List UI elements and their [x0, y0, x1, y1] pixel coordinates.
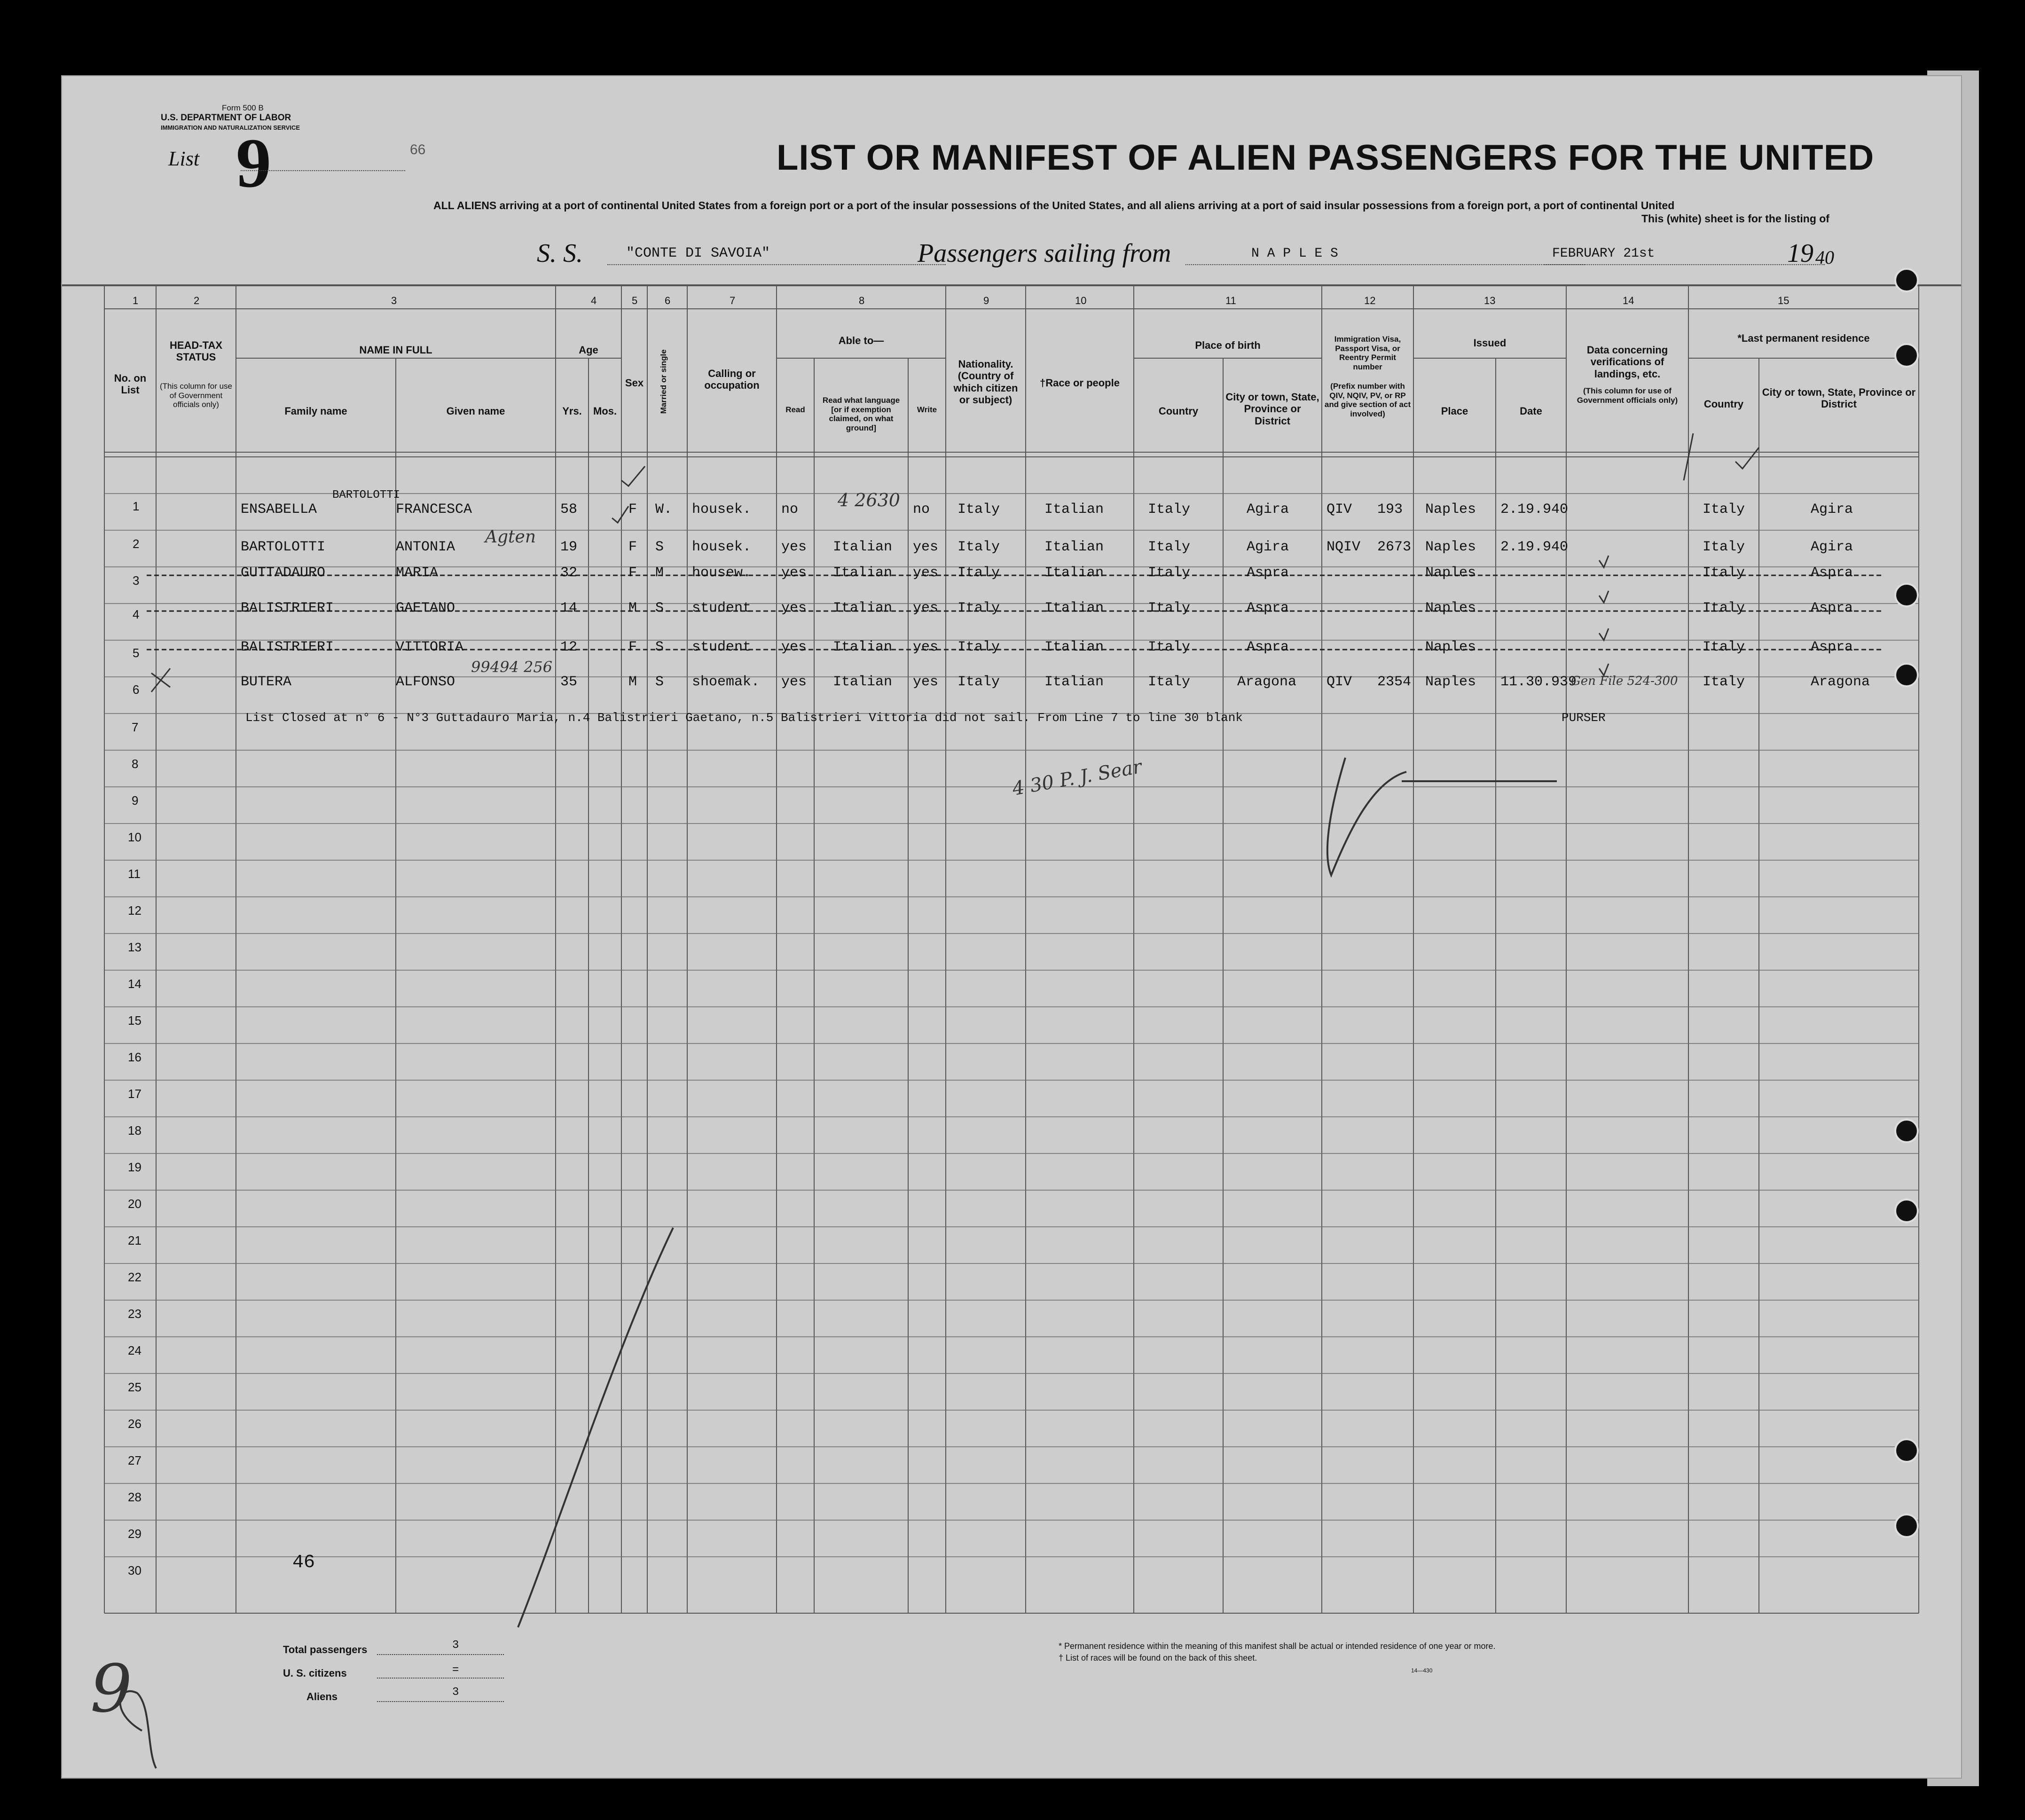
row-nationality: Italy — [958, 565, 1000, 581]
row-age-years: 35 — [560, 674, 578, 690]
row-birth-country: Italy — [1148, 539, 1191, 555]
row-issued-date: 2.19.940 — [1500, 539, 1569, 555]
header-race: †Race or people — [1040, 377, 1120, 389]
aliens-label: Aliens — [306, 1691, 338, 1702]
row-nationality: Italy — [958, 502, 1000, 518]
col-number-4: 4 — [591, 295, 597, 306]
sailing-label: Passengers sailing from — [918, 239, 1171, 268]
row-write: yes — [913, 539, 939, 555]
header-sex: Sex — [625, 377, 644, 389]
list-number: 9 — [236, 124, 271, 202]
row-nationality: Italy — [958, 639, 1000, 655]
header-write: Write — [917, 405, 937, 414]
row-birth-city: Aspra — [1247, 600, 1289, 616]
line-number: 12 — [128, 903, 141, 918]
year-suffix: 40 — [1815, 247, 1834, 268]
year-prefix: 19 — [1787, 239, 1813, 268]
row-residence-country: Italy — [1703, 600, 1745, 616]
row-birth-city: Aragona — [1237, 674, 1297, 690]
header-yrs: Yrs. — [562, 405, 582, 417]
row-marital: S — [655, 600, 664, 616]
header-verifications: Data concerning verifications of landings, etc. — [1586, 344, 1668, 380]
row-write: yes — [913, 565, 939, 581]
header-mos: Mos. — [593, 405, 617, 417]
header-visa-note: (Prefix number with QIV, NQIV, PV, or RP and give section of act involved) — [1324, 382, 1411, 418]
line-number: 9 — [132, 793, 139, 808]
us-citizens-value: = — [452, 1664, 459, 1677]
aliens-line — [377, 1691, 504, 1702]
row-read-language: Italian — [833, 639, 893, 655]
row-age-years: 19 — [560, 539, 578, 555]
subtitle-line-2: This (white) sheet is for the listing of — [1641, 212, 1829, 225]
row-residence-city: Aspra — [1811, 565, 1853, 581]
purser-label: PURSER — [1562, 711, 1606, 725]
row-nationality: Italy — [958, 600, 1000, 616]
row-read-language: Italian — [833, 565, 893, 581]
col-number-12: 12 — [1364, 295, 1376, 306]
row-visa: NQIV 2673 — [1326, 539, 1412, 555]
row-no: 5 — [133, 646, 140, 660]
line-number: 30 — [128, 1563, 141, 1577]
col-number-14: 14 — [1623, 295, 1634, 306]
row-residence-country: Italy — [1703, 539, 1745, 555]
row-nationality: Italy — [958, 674, 1000, 690]
row-issued-place: Naples — [1425, 565, 1476, 581]
row-nationality: Italy — [958, 539, 1000, 555]
col-number-2: 2 — [194, 295, 200, 306]
form-number: Form 500 B — [222, 103, 264, 112]
row-race: Italian — [1044, 539, 1104, 555]
row-race: Italian — [1044, 502, 1104, 518]
line-number: 14 — [128, 977, 141, 991]
row-given-name: ANTONIA — [396, 539, 455, 555]
col-number-15: 15 — [1778, 295, 1790, 306]
header-issued-date: Date — [1520, 405, 1542, 417]
line-number: 27 — [128, 1453, 141, 1467]
row-occupation: housew. — [692, 565, 752, 581]
header-given-name: Given name — [446, 405, 505, 417]
binder-hole — [1894, 1438, 1919, 1463]
handwritten-mark: 9 — [90, 1651, 133, 1727]
binder-hole — [1894, 583, 1919, 607]
line-number: 28 — [128, 1490, 141, 1504]
row-residence-city: Agira — [1811, 502, 1853, 518]
row-read-language: Italian — [833, 539, 893, 555]
header-issued-place: Place — [1441, 405, 1468, 417]
line-number: 20 — [128, 1197, 141, 1211]
row-sex: F — [628, 502, 637, 518]
header-birth-city: City or town, State, Province or District — [1225, 391, 1319, 427]
col-number-13: 13 — [1484, 295, 1496, 306]
col-number-7: 7 — [730, 295, 736, 306]
header-married: Married or single — [659, 349, 668, 414]
header-place-of-birth: Place of birth — [1195, 339, 1261, 351]
row-handwritten-language-note: 4 2630 — [838, 490, 900, 510]
row-residence-city: Agira — [1811, 539, 1853, 555]
col-number-11: 11 — [1225, 295, 1236, 306]
line-number: 16 — [128, 1050, 141, 1064]
row-marital: S — [655, 539, 664, 555]
pencil-strokes — [120, 758, 1557, 1768]
col-number-3: 3 — [391, 295, 397, 306]
line-number: 7 — [132, 720, 139, 734]
row-given-name: FRANCESCA — [396, 502, 472, 518]
row-read: yes — [781, 674, 807, 690]
line-number: 18 — [128, 1123, 141, 1138]
line-number: 17 — [128, 1087, 141, 1101]
us-citizens-line — [377, 1667, 504, 1679]
line-number: 19 — [128, 1160, 141, 1174]
manifest-grid — [62, 76, 1961, 1778]
row-given-name: VITTORIA — [396, 639, 464, 655]
header-residence-country: Country — [1703, 398, 1744, 410]
line-number: 22 — [128, 1270, 141, 1284]
line-number: 8 — [132, 757, 139, 771]
binder-hole — [1894, 1199, 1919, 1223]
row-read: yes — [781, 600, 807, 616]
row-birth-city: Aspra — [1247, 565, 1289, 581]
header-birth-country: Country — [1158, 405, 1199, 417]
line-number: 25 — [128, 1380, 141, 1394]
row-above-note: BARTOLOTTI — [332, 489, 400, 502]
aliens-value: 3 — [452, 1686, 459, 1699]
row-read: no — [781, 502, 799, 518]
list-label: List — [168, 147, 200, 170]
header-residence-city: City or town, State, Province or District — [1762, 386, 1916, 410]
row-birth-city: Agira — [1247, 502, 1289, 518]
row-no: 4 — [133, 607, 140, 621]
row-issued-place: Naples — [1425, 639, 1476, 655]
header-able-to: Able to— — [838, 335, 884, 346]
total-passengers-value: 3 — [452, 1639, 459, 1652]
row-sex: F — [628, 565, 637, 581]
header-no-on-list: No. on List — [114, 372, 147, 396]
header-calling: Calling or occupation — [704, 368, 760, 392]
row-issued-place: Naples — [1425, 502, 1476, 518]
row-marital: S — [655, 639, 664, 655]
col-number-9: 9 — [983, 295, 989, 306]
row-issued-place: Naples — [1425, 600, 1476, 616]
col-number-1: 1 — [133, 295, 139, 306]
row-birth-city: Agira — [1247, 539, 1289, 555]
binder-hole — [1894, 1119, 1919, 1143]
subtitle-line-1: ALL ALIENS arriving at a port of continental United States from a foreign port or a port of the insular possessions of the United States, and all aliens arriving at a port of said insular possessions from a foreign port, a port of continental United — [433, 199, 1675, 212]
row-issued-date: 11.30.939 — [1500, 674, 1577, 690]
row-family-name: GUTTADAURO — [241, 565, 326, 581]
row-sex: F — [628, 539, 637, 555]
row-handwritten-name-note: Agten — [485, 527, 536, 547]
row-residence-city: Aspra — [1811, 639, 1853, 655]
row-race: Italian — [1044, 565, 1104, 581]
row-birth-country: Italy — [1148, 674, 1191, 690]
row-read: yes — [781, 565, 807, 581]
row-birth-country: Italy — [1148, 600, 1191, 616]
row-read-language: Italian — [833, 674, 893, 690]
manifest-page — [61, 75, 1962, 1779]
row-given-name: ALFONSO — [396, 674, 455, 690]
row-age-years: 58 — [560, 502, 578, 518]
row-birth-country: Italy — [1148, 639, 1191, 655]
header-read-language: Read what language [or if exemption claimed, on what ground] — [822, 396, 900, 432]
col-number-10: 10 — [1075, 295, 1087, 306]
row-race: Italian — [1044, 639, 1104, 655]
row-no: 3 — [133, 573, 140, 588]
header-verifications-note: (This column for use of Government officials only) — [1577, 386, 1678, 405]
ss-label: S. S. — [537, 239, 583, 268]
page-title: LIST OR MANIFEST OF ALIEN PASSENGERS FOR THE UNITED — [777, 138, 1875, 178]
row-write: no — [913, 502, 930, 518]
ship-name: "CONTE DI SAVOIA" — [626, 245, 770, 261]
header-issued: Issued — [1473, 337, 1507, 349]
row-visa: QIV 2354 — [1326, 674, 1412, 690]
row-marital: M — [655, 565, 664, 581]
col-number-6: 6 — [665, 295, 671, 306]
header-visa: Immigration Visa, Passport Visa, or Reentry Permit number — [1334, 335, 1401, 371]
row-residence-country: Italy — [1703, 502, 1745, 518]
col-number-8: 8 — [859, 295, 865, 306]
list-closed-note: List Closed at n° 6 - N°3 Guttadauro Maria, n.4 Balistrieri Gaetano, n.5 Balistrieri Vittoria did not sail. From Line 7 to line 30 blank — [245, 711, 1243, 725]
row-age-years: 12 — [560, 639, 578, 655]
line-number: 21 — [128, 1233, 141, 1247]
row-sex: M — [628, 600, 637, 616]
row-sex: M — [628, 674, 637, 690]
row-read: yes — [781, 639, 807, 655]
line-number: 10 — [128, 830, 141, 844]
row-birth-country: Italy — [1148, 565, 1191, 581]
header-head-tax: HEAD-TAX STATUS — [169, 339, 223, 363]
binder-hole — [1894, 343, 1919, 368]
row-sex: F — [628, 639, 637, 655]
row-handwritten-name-note: 99494 256 — [471, 658, 553, 676]
row-family-name: BALISTRIERI — [241, 639, 334, 655]
row-occupation: shoemak. — [692, 674, 760, 690]
row-family-name: ENSABELLA — [241, 502, 317, 518]
row-residence-city: Aspra — [1811, 600, 1853, 616]
footnote-residence: * Permanent residence within the meaning of this manifest shall be actual or intended residence of one year or more. — [1059, 1641, 1496, 1651]
total-passengers-label: Total passengers — [283, 1644, 368, 1655]
row-write: yes — [913, 639, 939, 655]
row-issued-place: Naples — [1425, 674, 1476, 690]
row-no: 1 — [133, 499, 140, 513]
binder-hole — [1894, 663, 1919, 687]
header-head-tax-note: (This column for use of Government officials only) — [160, 382, 232, 409]
binder-hole — [1894, 268, 1919, 292]
line-number: 29 — [128, 1527, 141, 1541]
row-residence-country: Italy — [1703, 639, 1745, 655]
row-visa: QIV 193 — [1326, 502, 1403, 518]
header-age: Age — [579, 344, 598, 356]
row-residence-country: Italy — [1703, 565, 1745, 581]
line-number: 13 — [128, 940, 141, 954]
row-read-language: Italian — [833, 600, 893, 616]
row-given-name: MARIA — [396, 565, 439, 581]
service-name: IMMIGRATION AND NATURALIZATION SERVICE — [161, 124, 300, 131]
binder-hole — [1894, 1514, 1919, 1538]
row-given-name: GAETANO — [396, 600, 455, 616]
row-no: 6 — [133, 682, 140, 697]
page-mark: 66 — [410, 142, 426, 157]
row-family-name: BALISTRIERI — [241, 600, 334, 616]
row-issued-place: Naples — [1425, 539, 1476, 555]
row-read: yes — [781, 539, 807, 555]
sailing-date: FEBRUARY 21st — [1552, 246, 1655, 261]
port-name: N A P L E S — [1251, 246, 1338, 261]
footnote-races: † List of races will be found on the back of this sheet. — [1059, 1653, 1257, 1663]
row-occupation: housek. — [692, 502, 752, 518]
row-occupation: housek. — [692, 539, 752, 555]
row-residence-city: Aragona — [1811, 674, 1870, 690]
row-occupation: student — [692, 600, 752, 616]
row-birth-city: Aspra — [1247, 639, 1289, 655]
handwritten-total: 46 — [292, 1552, 315, 1573]
header-last-residence: *Last permanent residence — [1737, 332, 1870, 344]
header-family-name: Family name — [284, 405, 347, 417]
pencil-annotation: 4 30 P. J. Sear — [1011, 756, 1144, 800]
row-issued-date: 2.19.940 — [1500, 502, 1569, 518]
line-number: 23 — [128, 1307, 141, 1321]
row-handwritten-verification: Gen File 524-300 — [1571, 674, 1678, 688]
header-read: Read — [785, 405, 805, 414]
row-age-years: 14 — [560, 600, 578, 616]
line-number: 24 — [128, 1343, 141, 1357]
total-passengers-line — [377, 1644, 504, 1655]
row-occupation: student — [692, 639, 752, 655]
footnote-code: 14—430 — [1411, 1667, 1433, 1674]
row-family-name: BUTERA — [241, 674, 292, 690]
check-marks — [151, 433, 1759, 692]
header-name-in-full: NAME IN FULL — [359, 344, 432, 356]
row-age-years: 32 — [560, 565, 578, 581]
row-write: yes — [913, 600, 939, 616]
line-number: 15 — [128, 1013, 141, 1028]
row-residence-country: Italy — [1703, 674, 1745, 690]
us-citizens-label: U. S. citizens — [283, 1667, 347, 1679]
row-marital: W. — [655, 502, 673, 518]
row-write: yes — [913, 674, 939, 690]
row-race: Italian — [1044, 600, 1104, 616]
row-birth-country: Italy — [1148, 502, 1191, 518]
header-nationality: Nationality. (Country of which citizen or subject) — [953, 358, 1018, 406]
row-family-name: BARTOLOTTI — [241, 539, 326, 555]
line-number: 11 — [128, 867, 141, 881]
department-name: U.S. DEPARTMENT OF LABOR — [161, 113, 291, 123]
row-no: 2 — [133, 537, 140, 551]
row-race: Italian — [1044, 674, 1104, 690]
row-marital: S — [655, 674, 664, 690]
line-number: 26 — [128, 1417, 141, 1431]
col-number-5: 5 — [632, 295, 638, 306]
